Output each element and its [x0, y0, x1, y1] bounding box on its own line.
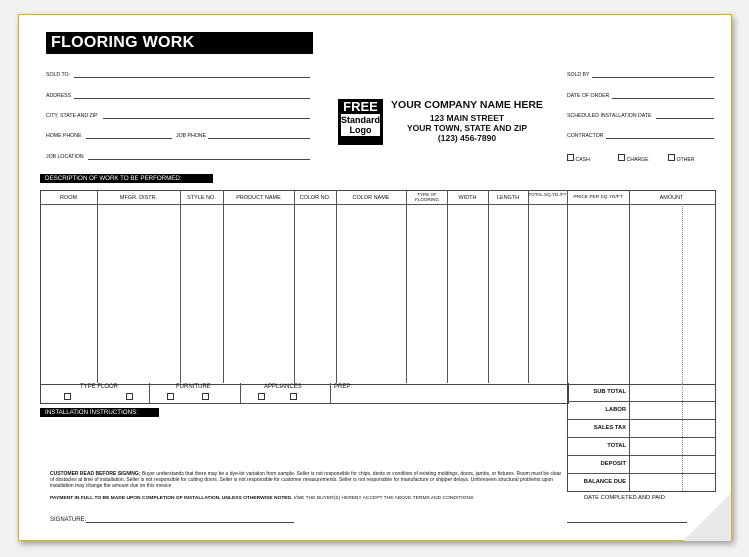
logo-line-2: Logo [349, 125, 372, 135]
payment-note-rest: I/WE THE BUYER(S) HEREBY ACCEPT THE ABOVE TERMS AND CONDITIONS [293, 496, 474, 501]
job-phone-label: JOB PHONE [176, 133, 206, 139]
table-column-lines [40, 190, 716, 383]
col-room: ROOM [59, 195, 78, 201]
charge-checkbox[interactable] [618, 154, 625, 161]
company-name: YOUR COMPANY NAME HERE [391, 99, 543, 111]
notice-heading: CUSTOMER READ BEFORE SIGNING: [50, 471, 141, 477]
other-option[interactable] [668, 154, 695, 163]
furniture-checkbox-1[interactable] [167, 393, 174, 400]
company-phone: (123) 456-7890 [437, 133, 497, 143]
appliances-checkbox-2[interactable] [290, 393, 297, 400]
sold-to-label: SOLD TO: [46, 72, 71, 78]
charge-label: CHARGE [626, 157, 649, 163]
cash-checkbox[interactable] [567, 154, 574, 161]
deposit-label: DEPOSIT [600, 461, 626, 467]
sold-by-field[interactable] [592, 77, 714, 78]
job-phone-field[interactable] [208, 138, 310, 139]
contractor-label: CONTRACTOR [567, 133, 604, 139]
col-total-sq: TOTAL SQ.YD./FT [528, 192, 567, 197]
sales-tax-label: SALES TAX [593, 425, 626, 431]
installation-date-field[interactable] [656, 118, 714, 119]
col-price-per-sq: PRICE PER SQ.YD/FT [573, 195, 623, 200]
col-type-of-flooring: TYPE OF FLOORING [415, 192, 439, 202]
appliances-label: APPLIANCES [264, 384, 302, 390]
col-amount: AMOUNT [659, 195, 684, 201]
company-city: YOUR TOWN, STATE AND ZIP [406, 123, 528, 133]
cash-label: CASH [575, 157, 590, 163]
sold-to-field[interactable] [74, 77, 310, 78]
page-curl-corner [683, 493, 731, 541]
contractor-field[interactable] [606, 138, 714, 139]
form-title: FLOORING WORK ORDER/INVOICE [46, 32, 313, 54]
date-of-order-field[interactable] [612, 98, 714, 99]
amount-cents-divider [682, 204, 683, 383]
home-phone-field[interactable] [86, 138, 172, 139]
standard-logo [338, 99, 383, 145]
city-state-zip-field[interactable] [103, 118, 310, 119]
logo-free-text: FREE [343, 99, 378, 114]
date-completed-field[interactable] [567, 522, 687, 523]
total-label: TOTAL [607, 443, 626, 449]
col-product-name: PRODUCT NAME [236, 195, 281, 201]
payment-note [50, 496, 564, 502]
date-of-order-label: DATE OF ORDER [567, 93, 610, 99]
type-floor-checkbox-2[interactable] [126, 393, 133, 400]
charge-option[interactable] [618, 154, 649, 163]
col-width: WIDTH [458, 195, 477, 201]
signature-field[interactable] [86, 522, 294, 523]
type-floor-checkbox-1[interactable] [64, 393, 71, 400]
signature-label: SIGNATURE: [50, 517, 87, 523]
date-completed-label: DATE COMPLETED AND PAID [584, 495, 665, 501]
logo-line-1: Standard [341, 115, 381, 125]
other-label: OTHER [676, 157, 695, 163]
installation-area[interactable] [40, 418, 567, 464]
subtotal-label: SUB TOTAL [593, 389, 626, 395]
labor-label: LABOR [605, 407, 626, 413]
description-header: DESCRIPTION OF WORK TO BE PERFORMED: [40, 174, 213, 183]
job-location-label: JOB LOCATION [46, 154, 84, 160]
type-floor-label: TYPE FLOOR [80, 384, 119, 390]
installation-header: INSTALLATION INSTRUCTIONS: [40, 408, 159, 417]
logo-box [341, 114, 380, 136]
payment-note-bold: PAYMENT IN FULL TO BE MADE UPON COMPLETION OF INSTALLATION, UNLESS OTHERWISE NOTED. [50, 496, 293, 501]
col-style-no: STYLE NO. [187, 195, 216, 201]
address-label: ADDRESS [46, 93, 72, 99]
appliances-checkbox-1[interactable] [258, 393, 265, 400]
col-length: LENGTH [496, 195, 520, 201]
home-phone-label: HOME PHONE [46, 133, 82, 139]
furniture-label: FURNITURE [176, 384, 211, 390]
options-row [40, 383, 569, 404]
cash-option[interactable] [567, 154, 590, 163]
address-field[interactable] [74, 98, 310, 99]
company-street: 123 MAIN STREET [429, 113, 505, 123]
col-mfgr-distr: MFGR. DISTR. [119, 195, 158, 201]
city-state-zip-label: CITY, STATE AND ZIP [46, 113, 98, 119]
furniture-checkbox-2[interactable] [202, 393, 209, 400]
notice-body: Buyer understands that there may be a dye-lot variation from sample. Seller is not responsible for chips, dents or condition of existing moldings, doors, jambs, or fixtures. Room must be clear of obstacles at time of installation. Seller is not responsible for cutting doors. Seller is not responsible for customer measurements. Seller is not responsible for manufacture or shipper delays. Unforeseen structural problems upon installation may change the amount due on this invoice [50, 471, 562, 490]
job-location-field[interactable] [88, 159, 310, 160]
col-color-name: COLOR NAME [352, 195, 390, 201]
sold-by-label: SOLD BY [567, 72, 590, 78]
col-color-no: COLOR NO. [299, 195, 331, 201]
prep-label: PREP: [334, 384, 353, 390]
other-checkbox[interactable] [668, 154, 675, 161]
customer-notice [50, 471, 564, 490]
balance-due-label: BALANCE DUE [583, 479, 626, 485]
installation-date-label: SCHEDULED INSTALLATION DATE [567, 113, 652, 119]
